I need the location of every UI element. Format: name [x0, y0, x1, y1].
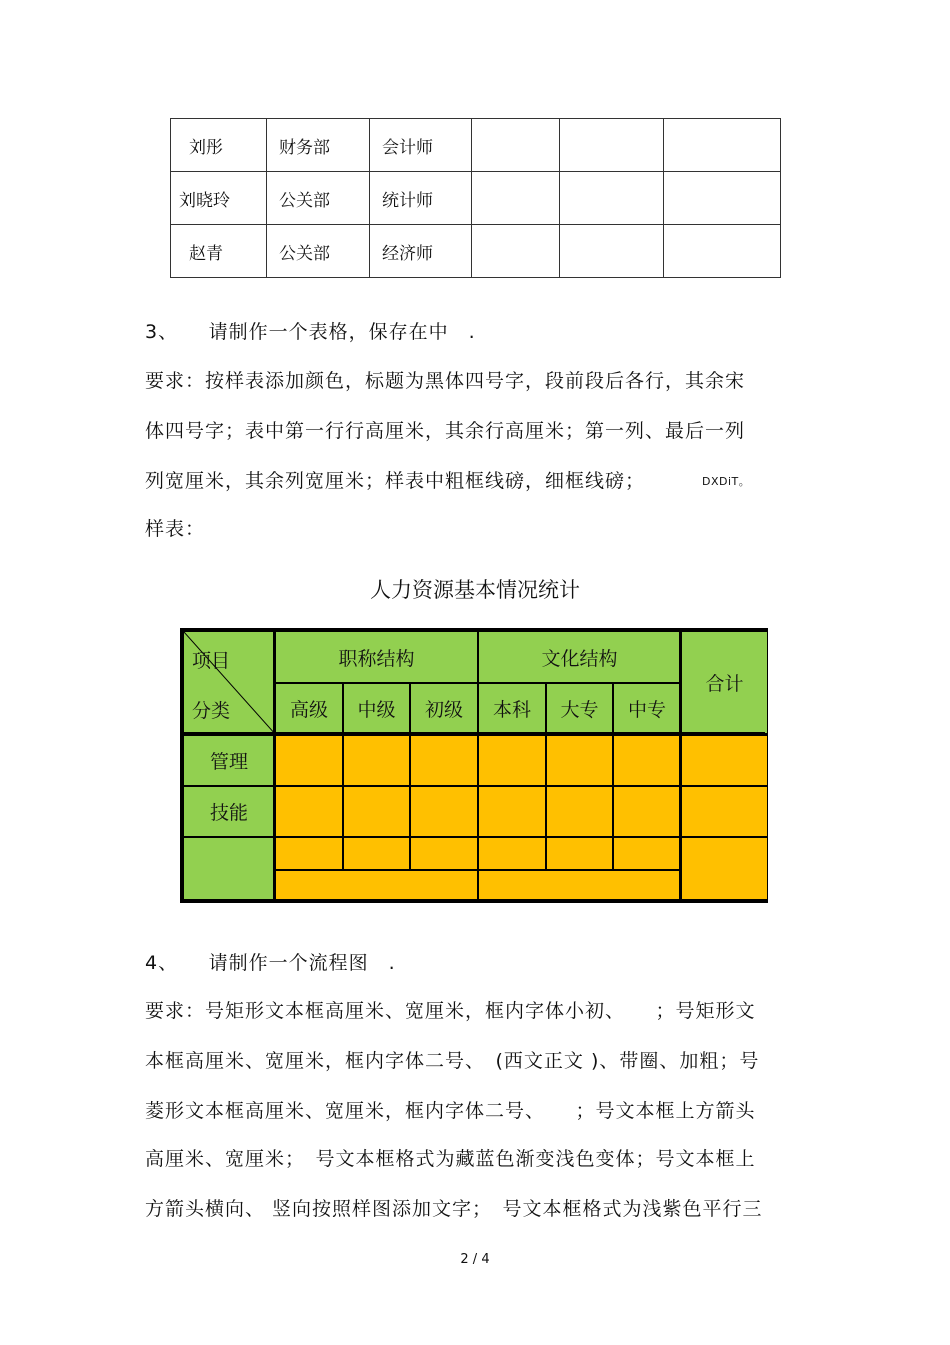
data-cell [343, 837, 410, 870]
data-cell [275, 786, 343, 837]
section4-line4: 高厘米、宽厘米； 号文本框格式为藏蓝色渐变浅色变体；号文本框上 [145, 1148, 756, 1170]
data-cell [613, 735, 681, 786]
section4-heading: 4、 请制作一个流程图 . [145, 952, 396, 974]
data-cell [546, 837, 613, 870]
table-cell: 公关部 [267, 225, 370, 278]
table-cell: 刘晓玲 [171, 172, 267, 225]
data-cell [275, 870, 478, 900]
column-divider [679, 631, 682, 900]
data-cell [478, 735, 546, 786]
section4-line2: 本框高厘米、宽厘米，框内字体二号、 (西文正文 )、带圈、加粗；号 [145, 1050, 760, 1072]
data-cell [410, 837, 478, 870]
data-cell [681, 837, 768, 900]
sub-header: 高级 [275, 683, 343, 734]
table-cell [664, 119, 781, 172]
table-row [171, 225, 781, 278]
corner-bottom-label: 分类 [192, 700, 231, 722]
table-cell: 统计师 [370, 172, 472, 225]
data-cell [478, 870, 681, 900]
section3-line2: 体四号字；表中第一行行高厘米，其余行高厘米；第一列、最后一列 [145, 420, 746, 442]
section3-line1: 要求：按样表添加颜色，标题为黑体四号字，段前段后各行，其余宋 [145, 370, 746, 392]
data-cell [681, 735, 768, 786]
sub-header: 本科 [478, 683, 546, 734]
table-cell [472, 172, 560, 225]
data-cell [478, 786, 546, 837]
data-cell [613, 837, 681, 870]
table-row [171, 119, 781, 172]
sub-header: 中级 [343, 683, 410, 734]
table-cell: 赵青 [171, 225, 267, 278]
table-cell: 会计师 [370, 119, 472, 172]
section4-line1: 要求：号矩形文本框高厘米、宽厘米，框内字体小初、 ；号矩形文 [145, 1000, 756, 1022]
table-row [171, 172, 781, 225]
data-cell [546, 735, 613, 786]
table-cell: 财务部 [267, 119, 370, 172]
group-header-title: 职称结构 [275, 631, 478, 683]
data-cell [410, 735, 478, 786]
section3-heading: 3、 请制作一个表格，保存在中 . [145, 321, 476, 343]
total-header: 合计 [681, 631, 768, 734]
group-header-education: 文化结构 [478, 631, 681, 683]
dxdit-mark: DXDiT。 [702, 475, 751, 488]
table-cell [560, 225, 664, 278]
data-cell [681, 786, 768, 837]
table-cell [560, 172, 664, 225]
table-cell [560, 119, 664, 172]
corner-cell [183, 631, 275, 734]
sample-table-title: 人力资源基本情况统计 [370, 578, 580, 602]
sub-header: 初级 [410, 683, 478, 734]
data-cell [275, 837, 343, 870]
column-divider [273, 631, 276, 900]
sub-header: 大专 [546, 683, 613, 734]
table-cell [664, 225, 781, 278]
row-label-skill: 技能 [183, 786, 275, 837]
table-cell [664, 172, 781, 225]
section4-line5: 方箭头横向、 竖向按照样图添加文字； 号文本框格式为浅紫色平行三 [145, 1198, 763, 1220]
section4-line3: 菱形文本框高厘米、宽厘米，框内字体二号、 ；号文本框上方箭头 [145, 1100, 756, 1122]
table-cell [472, 225, 560, 278]
data-cell [343, 786, 410, 837]
data-cell [546, 786, 613, 837]
corner-top-label: 项目 [192, 650, 231, 672]
row-label-management: 管理 [183, 735, 275, 786]
data-cell [410, 786, 478, 837]
table-cell: 公关部 [267, 172, 370, 225]
table-cell: 刘彤 [171, 119, 267, 172]
sample-table [180, 628, 768, 903]
page-number: 2 / 4 [460, 1252, 490, 1267]
section3-line3: 列宽厘米，其余列宽厘米；样表中粗框线磅，细框线磅； [145, 470, 646, 492]
employee-table [170, 118, 781, 278]
data-cell [275, 735, 343, 786]
row-label-empty [183, 837, 275, 900]
table-cell: 经济师 [370, 225, 472, 278]
data-cell [613, 786, 681, 837]
sub-header: 中专 [613, 683, 681, 734]
data-cell [478, 837, 546, 870]
table-cell [472, 119, 560, 172]
sample-label: 样表： [145, 518, 206, 540]
data-cell [343, 735, 410, 786]
